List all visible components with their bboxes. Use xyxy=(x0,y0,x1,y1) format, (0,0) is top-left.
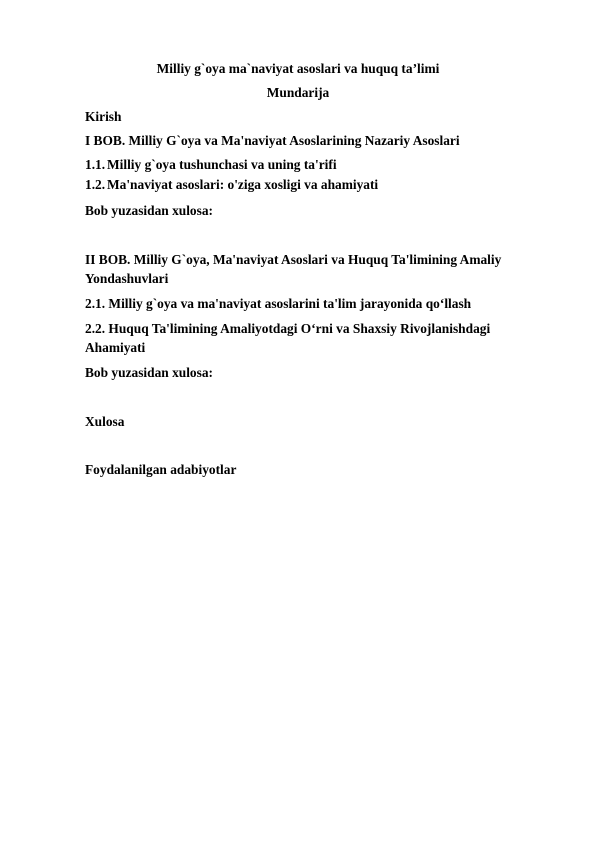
toc-item-number: 1.1. xyxy=(85,157,106,172)
toc-item-text: Ma'naviyat asoslari: o'ziga xosligi va ahamiyati xyxy=(107,177,379,192)
toc-intro: Kirish xyxy=(85,109,122,124)
toc-item-2-2-line1: 2.2. Huquq Ta'limining Amaliyotdagi O‘rni va Shaxsiy Rivojlanishdagi xyxy=(85,321,491,336)
toc-chapter-2-conclusion: Bob yuzasidan xulosa: xyxy=(85,365,213,380)
toc-item-2-1: 2.1. Milliy g`oya va ma'naviyat asoslarini ta'lim jarayonida qo‘llash xyxy=(85,296,472,311)
toc-item-number: 1.2. xyxy=(85,177,106,192)
toc-chapter-1: I BOB. Milliy G`oya va Ma'naviyat Asoslarining Nazariy Asoslari xyxy=(85,133,460,148)
toc-summary: Xulosa xyxy=(85,414,125,429)
document-title: Milliy g`oya ma`naviyat asoslari va huquq ta’limi xyxy=(156,61,440,76)
toc-chapter-1-conclusion: Bob yuzasidan xulosa: xyxy=(85,203,213,218)
toc-references: Foydalanilgan adabiyotlar xyxy=(85,462,237,477)
toc-chapter-2-line1: II BOB. Milliy G`oya, Ma'naviyat Asoslari va Huquq Ta'limining Amaliy xyxy=(85,252,502,267)
toc-item-2-2-line2: Ahamiyati xyxy=(85,340,146,355)
toc-item-text: Milliy g`oya tushunchasi va uning ta'rifi xyxy=(107,157,337,172)
toc-chapter-2-line2: Yondashuvlari xyxy=(85,271,169,286)
toc-heading: Mundarija xyxy=(266,85,330,100)
